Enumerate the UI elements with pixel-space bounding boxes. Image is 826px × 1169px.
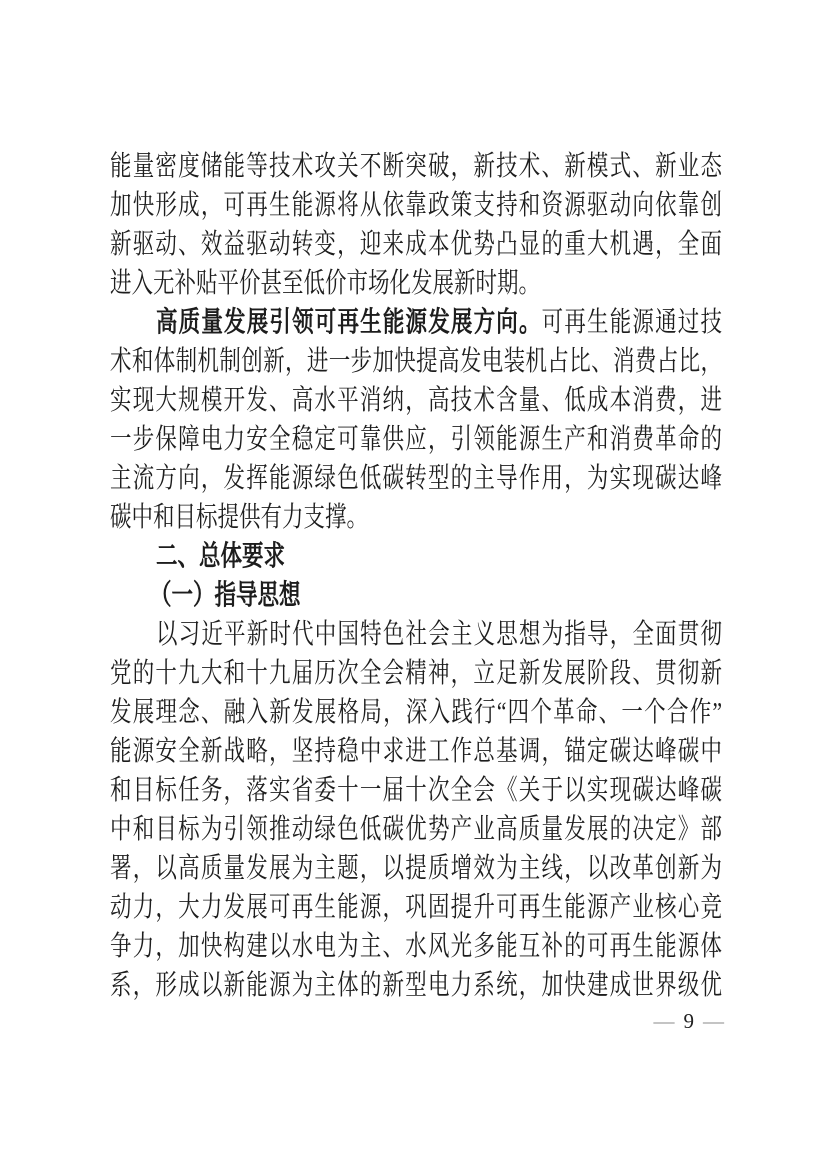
text-line: 署，以高质量发展为主题，以提质增效为主线，以改革创新为 <box>110 852 722 884</box>
text-line: 系，形成以新能源为主体的新型电力系统，加快建成世界级优 <box>110 969 722 1001</box>
bold-lead-sentence: 高质量发展引领可再生能源发展方向。 <box>156 306 542 338</box>
text-line: 以习近平新时代中国特色社会主义思想为指导，全面贯彻 <box>156 618 722 650</box>
text-line: 主流方向，发挥能源绿色低碳转型的主导作用，为实现碳达峰 <box>110 462 722 494</box>
text-line: 和目标任务，落实省委十一届十次全会《关于以实现碳达峰碳 <box>110 774 722 806</box>
text-line: 中和目标为引领推动绿色低碳优势产业高质量发展的决定》部 <box>110 813 722 845</box>
text-line: 进入无补贴平价甚至低价市场化发展新时期。 <box>110 267 541 299</box>
text-line: 新驱动、效益驱动转变，迎来成本优势凸显的重大机遇，全面 <box>110 228 722 260</box>
page-number-left-dash: — <box>653 1009 675 1033</box>
text-line: 加快形成，可再生能源将从依靠政策支持和资源驱动向依靠创 <box>110 189 722 221</box>
text-line: 能量密度储能等技术攻关不断突破，新技术、新模式、新业态 <box>110 150 722 182</box>
text-line: 术和体制机制创新，进一步加快提高发电装机占比、消费占比， <box>110 345 722 377</box>
text-line: 碳中和目标提供有力支撑。 <box>110 501 369 533</box>
text-line: 动力，大力发展可再生能源，巩固提升可再生能源产业核心竞 <box>110 891 722 923</box>
page-number-value: 9 <box>683 1009 694 1033</box>
text-line: 党的十九大和十九届历次全会精神，立足新发展阶段、贯彻新 <box>110 657 722 689</box>
document-body <box>110 147 722 1005</box>
text-line: 能源安全新战略，坚持稳中求进工作总基调，锚定碳达峰碳中 <box>110 735 722 767</box>
text-line: 争力，加快构建以水电为主、水风光多能互补的可再生能源体 <box>110 930 722 962</box>
text-line: 一步保障电力安全稳定可靠供应，引领能源生产和消费革命的 <box>110 423 722 455</box>
text-line: 发展理念、融入新发展格局，深入践行“四个革命、一个合作” <box>110 696 722 728</box>
section-heading: 二、总体要求 <box>156 540 286 572</box>
text-line: 实现大规模开发、高水平消纳，高技术含量、低成本消费，进 <box>110 384 722 416</box>
text-line: 高质量发展引领可再生能源发展方向。可再生能源通过技 <box>156 306 722 338</box>
page-number <box>654 1006 725 1036</box>
page-number-right-dash: — <box>703 1009 724 1033</box>
subsection-heading: （一）指导思想 <box>150 579 301 611</box>
